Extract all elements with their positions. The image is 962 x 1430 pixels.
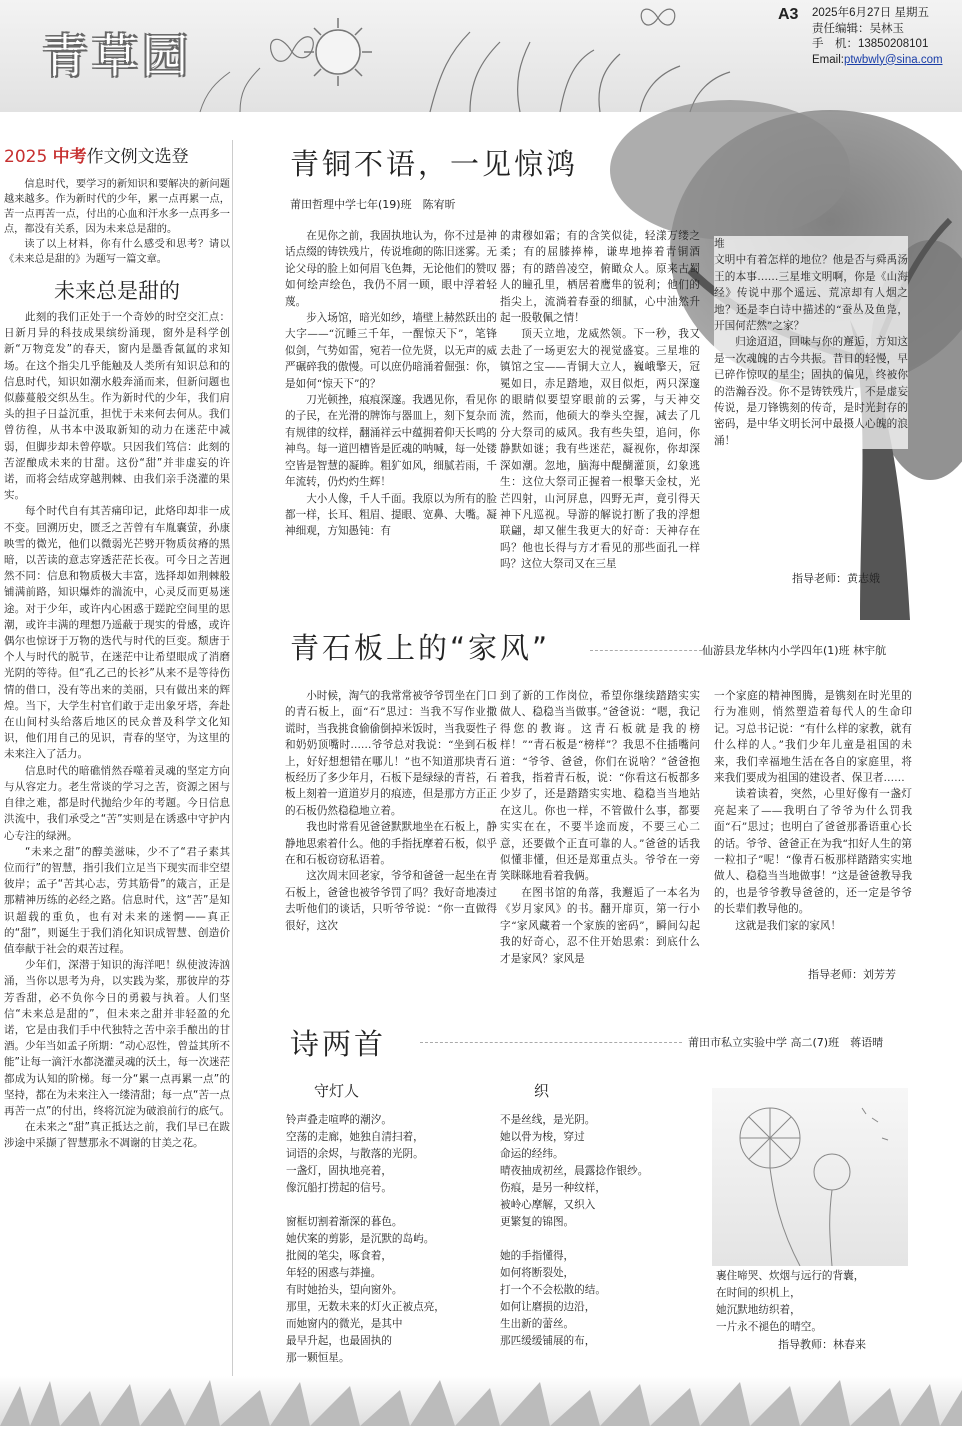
poem-line: 被岭心摩解，又织入	[500, 1199, 596, 1211]
article-paragraph: 文明中有着怎样的地位？他是否与舜禹汤王的本事……三星堆文明啊，你是《山海经》传说中那个遥远、荒凉却有人烟之地？还是李白诗中描述的“蚕丛及鱼凫，开国何茫然”之家？	[714, 254, 908, 333]
section-title: 青草园	[42, 29, 192, 83]
article-paragraph: 归途迢迢，回味与你的邂逅，方知这是一次魂魄的古今共振。昔日的轻慢，早已碎作惊叹的星尘；固执的偏见，终被你的浩瀚吞没。你不是铸铁残片，不是虚妄传说，是刀锋镌刻的传奇，是时光封存的密码，是中华文明长河中最摄人心魄的浪涌！	[714, 336, 908, 447]
prompt-paragraph: 信息时代，要学习的新知识和要解决的新问题越来越多。作为新时代的少年，累一点再累一点，苦一点再苦一点，付出的心血和汗水多一点再多一点，都没有关系，因为未来总是甜的。	[4, 179, 230, 235]
poem-line: 她伏案的剪影，是沉默的岛屿。	[286, 1233, 435, 1245]
poem-line	[500, 1231, 706, 1248]
sun-icon	[304, 18, 372, 86]
email-line	[812, 53, 943, 69]
article-column	[285, 228, 497, 540]
title-rule	[590, 650, 702, 651]
poem-body	[500, 1112, 706, 1350]
poem-line: 一盏灯，固执地亮着，	[286, 1165, 392, 1177]
poem-title: 守灯人	[314, 1082, 360, 1100]
article-paragraph: 我也时常看见爸爸默默地坐在石板上，静静地思索着什么。他的手指抚摩着石板，似乎在和石板窃窃私语着。	[285, 821, 497, 867]
series-title	[4, 142, 230, 167]
email-label: Email:	[812, 53, 844, 66]
article-paragraph: 堆	[714, 238, 725, 250]
poem-line: 生出新的蕾丝。	[500, 1318, 575, 1330]
essay-paragraph: 信息时代的暗礁悄然吞噬着灵魂的坚定方向与从容定力。老生常谈的学习之苦，资源之困与自律之难，都是时代抛给少年的考题。今日信息洪流中，我们承受之“苦”实则是在诱惑中守护内心专注的绿洲。	[4, 764, 230, 842]
poem-line: 她沉默地纺织着，	[716, 1304, 801, 1316]
article-column	[500, 688, 700, 967]
article-column	[714, 688, 912, 934]
poem-line	[286, 1197, 498, 1214]
butterfly-icon-2	[641, 9, 675, 25]
dandelion-illustration	[712, 1088, 908, 1266]
prompt-paragraph: 读了以上材料，你有什么感受和思考？请以《未来总是甜的》为题写一篇文章。	[4, 239, 230, 265]
tutor-credit: 指导老师：刘芳芳	[808, 968, 896, 981]
series-zhongkao: 中考	[52, 147, 87, 167]
poem-line: 像沉船打捞起的信号。	[286, 1182, 392, 1194]
poem-line: 有时她抬头，望向窗外。	[286, 1284, 403, 1296]
poem-line: 更繁复的锦图。	[500, 1216, 575, 1228]
poem-line: 空荡的走廊，她独自清扫着，	[286, 1131, 424, 1143]
tutor-credit: 指导教师：林春来	[778, 1338, 866, 1351]
email-link[interactable]: ptwbwly@sina.com	[843, 53, 943, 66]
poem-line: 一片永不褪色的晴空。	[716, 1321, 822, 1333]
poem-title: 织	[534, 1082, 550, 1100]
article-paragraph: 读着读着，突然，心里好像有一盏灯亮起来了——我明白了爷爷为什么罚我面“石”思过；也明白了爸爸那番语重心长的话。爷爷、爸爸正在为我“扣好人生的第一粒扣子”呢！“像青石板那样踏踏实实地做人、稳稳当当地做事！”这是爸爸教导我的，也是爷爷教导爸爸的，还一定是爷爷的长辈们教导他的。	[714, 788, 912, 916]
article-column	[714, 236, 908, 449]
essay-paragraph: 每个时代自有其苦痛印记，此烙印却非一成不变。回溯历史，匮乏之苦曾有车胤囊萤，孙康映雪的微光，他们以微弱光芒劈开物质贫瘠的黑暗，以苦读的意志穿透茫茫长夜。可今日之苦迥然不同：信息和物质极大丰富，选择却如荆棘般铺满前路，知识爆炸的湍流中，心灵反而更易迷途。对于少年，或许内心困惑于蹉跎空间里的思潮，或许丰满的理想乃遥蔽于现实的骨感，或许偶尔也惊讶于万物的迭代与时代的巨变。颓唐于个人与时代的脱节，在迷茫中让希望眼成了消磨光阴的等待。但“孔乙己的长衫”从来不是等待伤情的借口，没有等出来的美丽，只有做出来的辉煌。当下，大学生村官们敢于走出象牙塔，奔赴在山间村头给落后地区的民众普及科学文化知识，他们用自己的见识，青春的坚守，为这里的未来注入了活力。	[4, 505, 230, 761]
poem-line: 如何让磨损的边沿，	[500, 1301, 596, 1313]
series-rest: 作文例文选登	[86, 147, 189, 167]
poem-line: 窗框切割着渐深的暮色。	[286, 1216, 403, 1228]
article-paragraph: 小时候，淘气的我常常被爷爷罚坐在门口的青石板上，面“石”思过：当我不写作业撒谎时，当我挑食偷偷倒掉米饭时，当我耍性子和奶奶顶嘴时……爷爷总对我说：“坐到石板上，好好想想错在哪儿！”也不知道那块青石板经历了多少年月，石板下是绿绿的青苔，石板上刻着一道道岁月的痕迹，但是那方方正正的石板仍然稳稳地立着。	[285, 690, 497, 817]
poems-byline: 莆田市私立实验中学 高二(7)班 蒋语晴	[688, 1036, 884, 1049]
article-column	[285, 688, 497, 934]
article-paragraph: 一个家庭的精神图腾，是镌刻在时光里的行为准则，悄然塑造着每代人的生命印记。习总书记说：“有什么样的家教，就有什么样的人。”我们少年儿童是祖国的未来，我们幸福地生活在各自的家庭里，将来我们要成为祖国的建设者、保卫者……	[714, 690, 912, 785]
poem-line: 命运的经纬。	[500, 1148, 564, 1160]
poem-line: 那里，无数未来的灯火正被点亮，	[286, 1301, 445, 1313]
article-paragraph: 在见你之前，我固执地认为，你不过是神话点缀的铸铁残片，传说堆砌的陈旧迷雾。无论父母的脸上如何眉飞色舞，无论他们的赞叹如何绘声绘色，我仍不屑一顾，眼中浮着轻蔑。	[285, 230, 497, 308]
column-divider	[232, 140, 233, 1376]
footer-grass	[0, 1376, 962, 1426]
poem-line: 批阅的笔尖，啄食着，	[286, 1250, 392, 1262]
poem-line: 铃声叠走喧哗的潮汐。	[286, 1114, 392, 1126]
page-number: A3	[778, 6, 799, 23]
article-paragraph: 这次周末回老家，爷爷和爸爸一起坐在青石板上，爸爸也被爷爷罚了吗？我好奇地凑过去听他们的谈话，只听爷爷说：“你一直做得很好，这次	[285, 870, 497, 932]
poem-line: 晴夜抽成初丝，晨露捻作银纱。	[500, 1165, 649, 1177]
poem-line: 最早升起，也最固执的	[286, 1335, 392, 1347]
poem-line: 不是丝线，是光阴。	[500, 1114, 596, 1126]
tutor-credit: 指导老师：黄志娥	[792, 572, 880, 585]
butterfly-icon	[271, 37, 314, 62]
poem-line: 那匹缓缓铺展的布，	[500, 1335, 596, 1347]
left-column	[4, 142, 230, 1152]
poem-line: 词语的余烬，与散落的光阴。	[286, 1148, 424, 1160]
article-paragraph: 在图书馆的角落，我邂逅了一本名为《岁月家风》的书。翻开扉页，第一行小字“家风藏着一个家族的密码”，瞬间勾起我的好奇心，忍不住开始思索：到底什么才是家风？家风是	[500, 886, 700, 965]
article-paragraph: 大小人像，千人千面。我原以为所有的脸都一样，长耳、粗眉、提眼、宽鼻、大嘴。凝神细观，方知愚钝：有	[285, 492, 497, 538]
essay-title: 未来总是甜的	[54, 279, 180, 303]
article-paragraph: 这就是我们家的家风！	[735, 919, 842, 932]
poem-line: 打一个不会松散的结。	[500, 1284, 606, 1296]
essay-paragraph: “未来之甜”的醇美滋味，少不了“君子素其位而行”的智慧，指引我们立足当下现实而非空望彼岸；孟子“苦其心志，劳其筋骨”的箴言，正是那精神历练的必经之路。信息时代，这“苦”是知识超载的重负，也有对未来的迷惘——真正的“甜”，则诞生于我们消化知识成智慧、创造价值奉献于社会的艰苦过程。	[4, 845, 230, 955]
poems-title: 诗两首	[290, 1027, 387, 1061]
editor-line: 责任编辑：吴林玉	[812, 22, 904, 35]
article-byline: 莆田哲理中学七年(19)班 陈宥昕	[290, 198, 456, 211]
series-year: 2025	[4, 147, 48, 167]
essay-paragraph: 在未来之“甜”真正抵达之前，我们早已在跋涉途中采撷了智慧那永不凋谢的甘美之花。	[4, 1121, 230, 1150]
phone-line: 手 机：13850208101	[812, 38, 929, 50]
poem-line: 如何将断裂处，	[500, 1267, 575, 1279]
poem-line: 她以骨为梭，穿过	[500, 1131, 585, 1143]
poem-line: 那一颗恒星。	[286, 1352, 350, 1364]
article-paragraph: 的肃穆如霜；有的含笑似徒，轻漾万缕之柔；有的屈膝捧棒，谦卑地捧着青铜酒器；有的踏兽凌空，俯瞰众人。原来古蜀人的瞳孔里，栖居着鹰隼的锐利；他们的指尖上，流淌着春蚕的细腻，心中油然升起一股敬佩之情！	[500, 230, 700, 325]
essay-paragraph: 少年们，深潜于知识的海洋吧！纵使波涛汹涌，当你以思考为舟，以实践为桨，那彼岸的芬芳香甜，必不负你今日的勇毅与执着。人们坚信“未来总是甜的”，但未来之甜并非轻盈的允诺，它是由我们手中代独特之苦中亲手酿出的甘酒。少年当如孟子所期：“动心忍性，曾益其所不能”让每一滴汗水都浇灌灵魂的沃土，每一次迷茫都成为认知的阶梯。每一分“累一点再累一点”的坚持，都在为未来注入一缕清甜；每一点“苦一点再苦一点”的付出，终将沉淀为破浪前行的底气。	[4, 959, 230, 1117]
article-byline: 仙游县龙华林内小学四年(1)班 林宇航	[702, 644, 887, 657]
article-paragraph: 到了新的工作岗位，希望你继续踏踏实实做人、稳稳当当做事。”爸爸说：“嗯，我记得您的教诲。这青石板就是我的榜样！”“青石板是“榜样”？我思不住插嘴问道：“爷爷、爸爸，你们在说啥？”爸爸抱着我，指着青石板，说：“你看这石板都多少岁了，还是踏踏实实地、稳稳当当地站在这儿。你也一样，不管做什么事，都要实实在在，不要半途而废，不要三心二意，还要做个正直可靠的人。”爸爸的话我似懂非懂，但还是郑重点头。爷爷在一旁笑眯眯地看着我俩。	[500, 690, 700, 883]
article-title: 青铜不语，一见惊鸿	[290, 147, 579, 181]
poem-line: 裹住啼哭、炊烟与远行的背囊，	[716, 1270, 865, 1282]
poem-line: 她的手指懂得，	[500, 1250, 575, 1262]
page-meta	[812, 6, 943, 68]
poem-line: 而她窗内的微光，是其中	[286, 1318, 403, 1330]
poem-line: 伤痕，是另一种纹样，	[500, 1182, 606, 1194]
title-rule	[420, 1042, 682, 1043]
issue-date: 2025年6月27日 星期五	[812, 7, 929, 19]
essay-body	[4, 309, 230, 1152]
essay-prompt	[4, 177, 230, 267]
poem-line: 年轻的困惑与莽撞。	[286, 1267, 382, 1279]
article-paragraph: 刀光顿挫，痕痕深邃。我遇见你，看见你的子民，在光滑的牌饰与器皿上，刻下复杂而有规律的纹样，翻涌祥云中蕴拥着仰天长鸣的神鸟。每一道凹槽皆是匠魂的呐喊，每一处镂空皆是智慧的凝眸。粗犷如风，细腻若雨，千年流转，仍灼灼生辉！	[285, 394, 497, 489]
poem-line: 在时间的织机上，	[716, 1287, 801, 1299]
article-paragraph: 步入场馆，暗光如纱，墙壁上赫然跃出的大字——“沉睡三千年，一醒惊天下”，笔锋似剑，气势如雷，宛若一位先贤，以无声的威严碾碎我的傲慢。可以庶仍暗涌着倔强：你，是如何“惊天下”的？	[285, 312, 497, 390]
essay-paragraph: 此刻的我们正处于一个奇妙的时空交汇点：日新月异的科技成果缤纷涌现，窗外是科学创新“万物竞发”的春天，窗内是墨香氤氲的求知场。在这个指尖几乎能触及人类所有知识总和的信息时代，知识如潮水般奔涌而来，但新问题也似藤蔓般交织丛生。作为新时代的少年，我们肩头的担子日益沉重，担忧于未来何去何从。我们曾彷徨，从书本中汲取新知的动力在迷茫中减弱，但脚步却未曾停歇。只因我们笃信：此刻的苦涩酿成未来的甘甜。这份“甜”并非虚妄的许诺，而将会结成穿越荆棘、由我们亲手浇灌的果实。	[4, 311, 230, 502]
article-title: 青石板上的“家风”	[290, 631, 551, 665]
article-paragraph: 顶天立地，龙威然领。下一秒，我又去赴了一场更宏大的视觉盛宴。三星堆的镇馆之宝——青铜大立人，巍峨擎天，冠冕如日，赤足踏地，双目似炬，两只深邃的眼睛似要望穿眼前的云雾，与天神交流，然而，他硕大的拳头空握，减去了几分大祭司的威风。我有些失望，追问，你静默如谜；我有些迷茫，凝视你，你却深深如潮。忽地，脑海中醍醐灌顶，幻象逃生：这位大祭司正握着一根擎天金杖，光芒四射，山河屏息，四野无声，竟引得天神下凡巡视。导游的解说打断了我的浮想联翩，却又催生我更大的好奇：天神存在吗？他也长得与方才看见的那些面孔一样吗？这位大祭司又在三星	[500, 328, 700, 571]
article-column	[500, 228, 700, 573]
poem-body	[286, 1112, 498, 1367]
poem-continuation	[716, 1268, 912, 1336]
